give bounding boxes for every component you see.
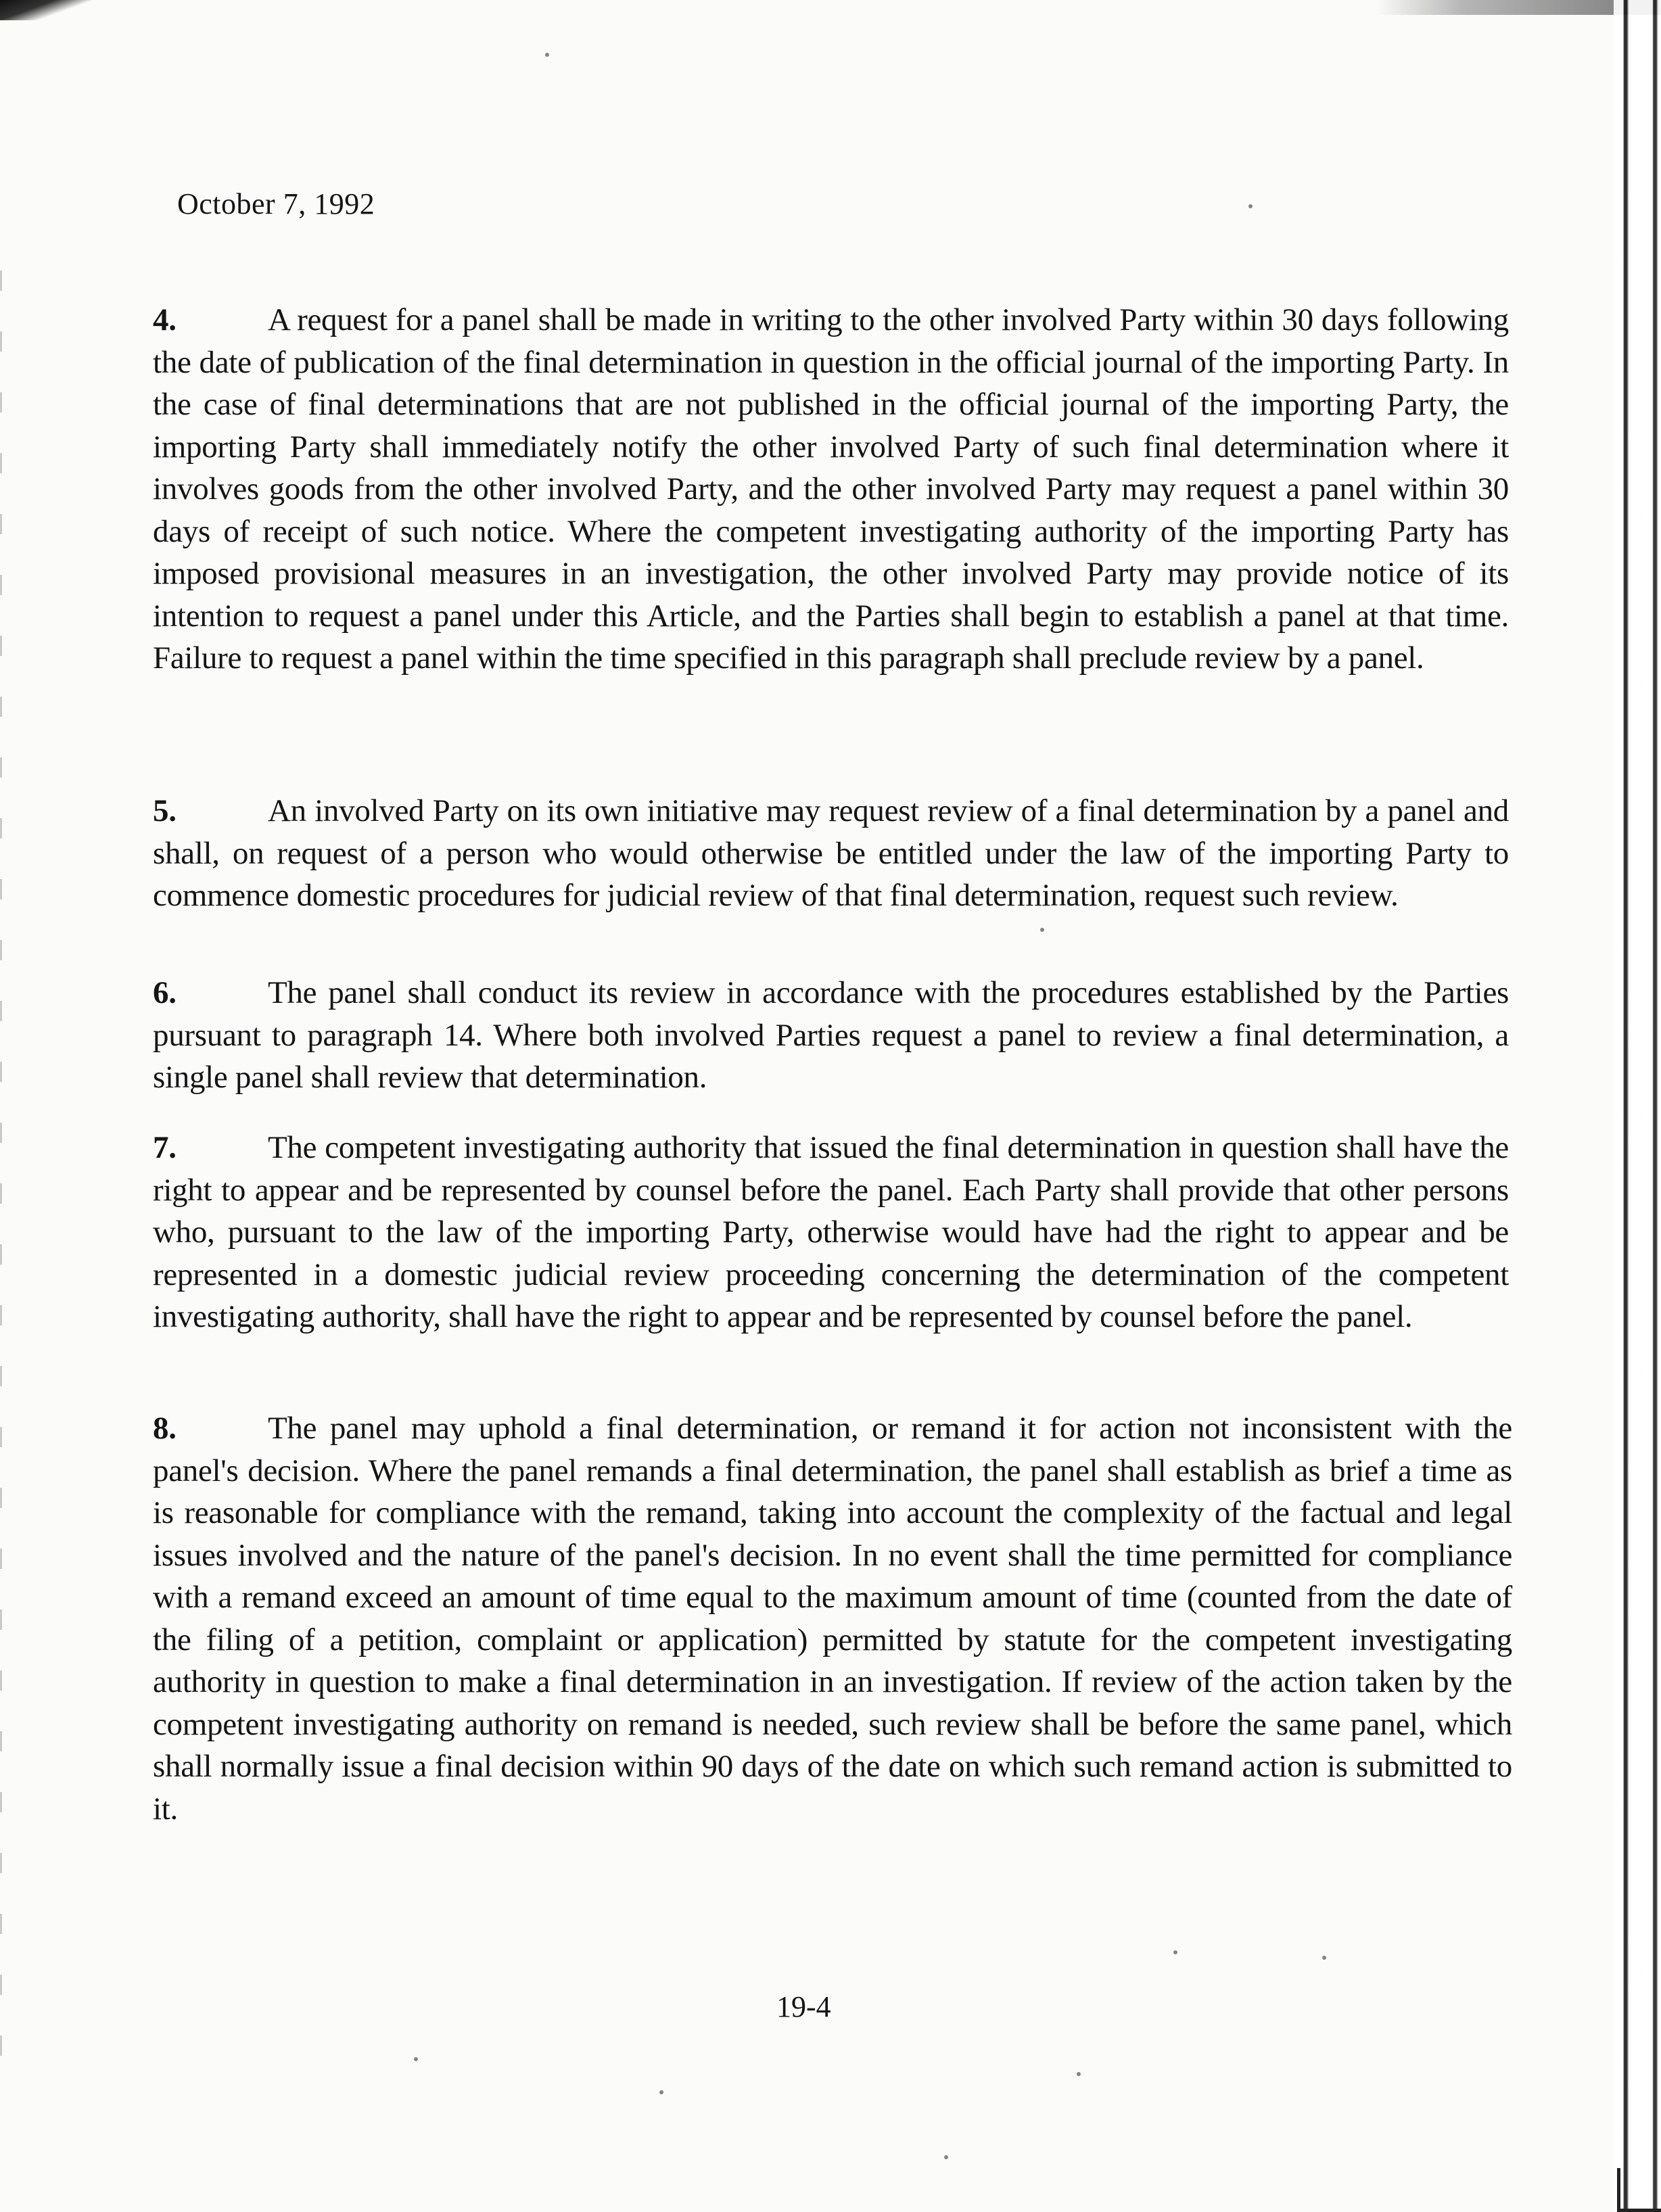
document-date: October 7, 1992 [177,187,375,220]
page-number: 19-4 [776,1990,831,2023]
scan-speck [1248,204,1253,208]
paragraph-text: An involved Party on its own initiative may request review of a final determination by a panel and shall, on request of a person who would otherwise be entitled under the law of the importing Party to commence domestic procedures for judicial review of that final determination, request such review. [153,793,1509,913]
binder-edge [1614,0,1661,2212]
paragraph-6 [153,972,1509,1099]
paragraph-text: A request for a panel shall be made in writing to the other involved Party within 30 days following the date of publication of the final determination in question in the official journal of the importing Party. In the case of final determinations that are not published in the official journal of the importing Party, the importing Party shall immediately notify the other involved Party of such final determination where it involves goods from the other involved Party, and the other involved Party may request a panel within 30 days of receipt of such notice. Where the competent investigating authority of the importing Party has imposed provisional measures in an investigation, the other involved Party may provide notice of its intention to request a panel under this Article, and the Parties shall begin to establish a panel at that time. Failure to request a panel within the time specified in this paragraph shall preclude review by a panel. [153,302,1509,676]
scan-speck [1322,1956,1326,1960]
paragraph-7 [153,1127,1509,1338]
page-left-edge [0,270,2,2096]
paragraph-4 [153,299,1509,680]
scan-speck [1040,928,1044,932]
scan-speck [414,2057,418,2061]
scan-speck [944,2155,948,2159]
paragraph-number: 8. [153,1411,177,1446]
paragraph-8 [153,1407,1512,1830]
paragraph-number: 5. [153,793,177,828]
paragraph-text: The panel may uphold a final determination, or remand it for action not inconsistent with the panel's decision. Where the panel remands a final determination, the panel shall establish as brief a time as is reasonable for compliance with the remand, taking into account the complexity of the factual and legal issues involved and the nature of the panel's decision. In no event shall the time permitted for compliance with a remand exceed an amount of time equal to the maximum amount of time (counted from the date of the filing of a petition, complaint or application) permitted by statute for the competent investigating authority in question to make a final determination in an investigation. If review of the action taken by the competent investigating authority on remand is needed, such review shall be before the same panel, which shall normally issue a final decision within 90 days of the date on which such remand action is submitted to it. [153,1411,1512,1827]
paragraph-text: The competent investigating authority that issued the final determination in question shall have the right to appear and be represented by counsel before the panel. Each Party shall provide that other persons who, pursuant to the law of the importing Party, otherwise would have had the right to appear and be represented in a domestic judicial review proceeding concerning the determination of the competent investigating authority, shall have the right to appear and be represented by counsel before the panel. [153,1130,1509,1334]
scan-artifact-corner [0,0,101,20]
paragraph-number: 4. [153,302,177,337]
paragraph-number: 6. [153,975,177,1010]
binder-corner [1617,2168,1661,2212]
paragraph-5 [153,790,1509,917]
scan-speck [1077,2072,1081,2076]
scan-speck [1173,1950,1177,1954]
scan-speck [659,2090,663,2094]
paragraph-text: The panel shall conduct its review in accordance with the procedures established by the Parties pursuant to paragraph 14. Where both involved Parties request a panel to review a final determination, a single panel shall review that determination. [153,975,1509,1095]
scan-speck [545,53,549,57]
paragraph-number: 7. [153,1130,177,1165]
